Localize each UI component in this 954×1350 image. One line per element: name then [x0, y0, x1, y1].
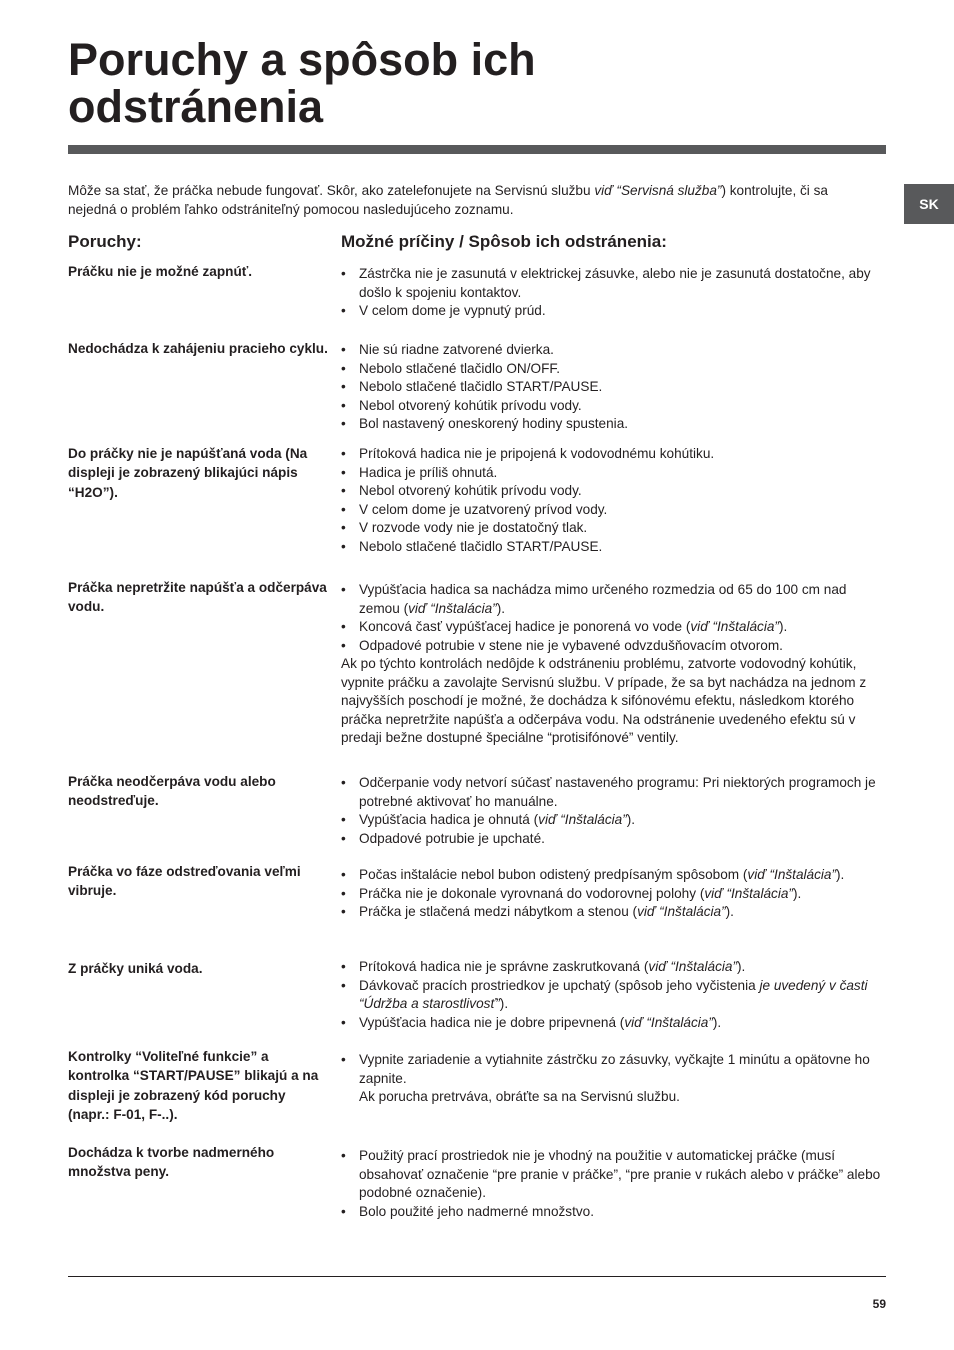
intro-reference: viď “Servisná služba” — [594, 183, 722, 198]
cause-text-end: ). — [626, 812, 636, 827]
cause-text-end: ). — [836, 867, 845, 882]
fault-label: Nedochádza k zahájeniu pracieho cyklu. — [68, 341, 328, 356]
cause-text: Dávkovač pracích prostriedkov je upchatý (spôsob jeho vyčistenia — [359, 977, 760, 993]
cause-reference: je uvedený v časti “Údržba a starostlivosť” — [359, 977, 868, 1011]
page-title-line-1: Poruchy a spôsob ich — [68, 34, 536, 85]
cause-text: Vypúšťacia hadica sa nachádza mimo určeného rozmedzia od 65 do 100 cm nad zemou ( — [359, 582, 847, 616]
cause-item: • Nebolo stlačené tlačidlo START/PAUSE. — [341, 538, 889, 557]
cause-item — [341, 581, 889, 618]
cause-continuation: Ak porucha pretrváva, obráťte sa na Servisnú službu. — [359, 1089, 680, 1104]
fault-label: Z práčky uniká voda. — [68, 961, 203, 976]
cause-text-end: ). — [778, 619, 788, 634]
cause-item: • Odpadové potrubie v stene nie je vybavené odvzdušňovacím otvorom. — [341, 637, 889, 656]
causes-list — [341, 958, 889, 1032]
cause-item: • V rozvode vody nie je dostatočný tlak. — [341, 519, 889, 538]
fault-label: Kontrolky “Voliteľné funkcie” a kontrolka “START/PAUSE” blikajú a na displeji je zobrazený kód poruchy (napr.: F-01, F-..). — [68, 1049, 319, 1122]
cause-text: Vypúšťacia hadica nie je dobre pripevnená ( — [359, 1014, 625, 1030]
cause-reference: viď “Inštalácia” — [747, 867, 836, 882]
cause-item — [341, 618, 889, 637]
cause-text: Vypúšťacia hadica je ohnutá ( — [359, 812, 539, 827]
cause-item: • Zástrčka nie je zasunutá v elektrickej zásuvke, alebo nie je zasunutá dostatočne, aby došlo k spojeniu kontaktov. — [341, 265, 889, 302]
cause-item: • Bolo použité jeho nadmerné množstvo. — [341, 1203, 889, 1222]
cause-item: • Odčerpanie vody netvorí súčasť nastaveného programu: Pri niektorých programoch je potrebné aktivovať ho manuálne. — [341, 774, 889, 811]
cause-note: Ak po týchto kontrolách nedôjde k odstráneniu problému, zatvorte vodovodný kohútik, vypnite práčku a zavolajte Servisnú službu. V prípade, že sa byt nachádza na jednom z najvyšších poschodí je možné, že dochádza k sifónovému efektu, následkom ktorého práčka nepretržite napúšťa a odčerpáva vodu. Na odstránenie uvedeného efektu sú v predaji bežne dostupné špeciálne “protisifónové” ventily. — [341, 656, 867, 745]
cause-item: • Odpadové potrubie je upchaté. — [341, 830, 889, 849]
footer-rule — [68, 1276, 886, 1277]
cause-reference: viď “Inštalácia” — [538, 812, 627, 827]
page-title-line-2: odstránenia — [68, 81, 324, 132]
cause-item — [341, 1014, 889, 1033]
causes-list — [341, 341, 889, 434]
causes-column-header: Možné príčiny / Spôsob ich odstránenia: — [341, 232, 667, 251]
cause-text: Prítoková hadica nie je správne zaskrutkovaná ( — [359, 959, 649, 974]
causes-list — [341, 445, 889, 556]
cause-item: • V celom dome je uzatvorený prívod vody. — [341, 501, 889, 520]
cause-text: Počas inštalácie nebol bubon odistený predpísaným spôsobom ( — [359, 867, 748, 882]
cause-reference: viď “Inštalácia” — [690, 619, 779, 634]
cause-item: • Nie sú riadne zatvorené dvierka. — [341, 341, 889, 360]
cause-item: • Nebol otvorený kohútik prívodu vody. — [341, 397, 889, 416]
cause-item — [341, 866, 889, 885]
intro-text-end: ) kontrolujte, či sa nejedná o problém ľahko odstrániteľný pomocou nasledujúceho zoznamu. — [68, 183, 828, 217]
cause-text: Koncová časť vypúšťacej hadice je ponorená vo vode ( — [359, 619, 691, 634]
cause-reference: viď “Inštalácia” — [637, 904, 726, 919]
causes-list — [341, 1147, 889, 1221]
causes-list — [341, 265, 889, 321]
language-tab: SK — [904, 184, 954, 224]
cause-text-end: ). — [499, 996, 509, 1011]
cause-text: Práčka nie je dokonale vyrovnaná do vodorovnej polohy ( — [359, 885, 705, 901]
causes-list — [341, 1051, 889, 1107]
cause-text-end: ). — [736, 959, 746, 974]
cause-reference: viď “Inštalácia” — [624, 1014, 713, 1030]
causes-list — [341, 866, 889, 922]
cause-item: • V celom dome je vypnutý prúd. — [341, 302, 889, 321]
cause-item: • Použitý prací prostriedok nie je vhodný na použitie v automatickej práčke (musí obsahovať označenie “pre pranie v práčke”, “pre pranie v rukách alebo v práčke” alebo podobné označenie). — [341, 1147, 889, 1203]
fault-label: Práčka nepretržite napúšťa a odčerpáva vodu. — [68, 580, 327, 615]
page-title — [68, 36, 536, 130]
cause-text-end: ). — [712, 1014, 722, 1030]
cause-text-end: ). — [725, 904, 734, 919]
cause-text-end: ). — [496, 600, 505, 616]
cause-item: • Vypnite zariadenie a vytiahnite zástrčku zo zásuvky, vyčkajte 1 minútu a opätovne ho zapnite. — [341, 1051, 889, 1088]
cause-item: • Hadica je príliš ohnutá. — [341, 464, 889, 483]
title-underline-bar — [68, 145, 886, 154]
causes-list — [341, 581, 889, 748]
cause-item: • Nebolo stlačené tlačidlo ON/OFF. — [341, 360, 889, 379]
cause-item — [341, 977, 889, 1014]
cause-item: • Nebol otvorený kohútik prívodu vody. — [341, 482, 889, 501]
cause-item — [341, 885, 889, 904]
fault-label: Do práčky nie je napúšťaná voda (Na displeji je zobrazený blikajúci nápis “H2O”). — [68, 446, 308, 500]
fault-label: Práčku nie je možné zapnúť. — [68, 264, 253, 279]
page-number: 59 — [872, 1297, 886, 1311]
fault-label: Práčka vo fáze odstreďovania veľmi vibruje. — [68, 864, 301, 899]
cause-text: Práčka je stlačená medzi nábytkom a stenou ( — [359, 904, 638, 919]
cause-item: • Bol nastavený oneskorený hodiny spustenia. — [341, 415, 889, 434]
cause-item: • Nebolo stlačené tlačidlo START/PAUSE. — [341, 378, 889, 397]
cause-reference: viď “Inštalácia” — [648, 959, 737, 974]
causes-list — [341, 774, 889, 848]
fault-label: Práčka neodčerpáva vodu alebo neodstreďuje. — [68, 774, 276, 809]
intro-paragraph — [68, 181, 828, 219]
cause-text-end: ). — [792, 885, 802, 901]
cause-item — [341, 958, 889, 977]
faults-column-header: Poruchy: — [68, 232, 142, 251]
cause-item — [341, 811, 889, 830]
cause-reference: viď “Inštalácia” — [704, 885, 793, 901]
fault-label: Dochádza k tvorbe nadmerného množstva peny. — [68, 1145, 275, 1180]
cause-reference: viď “Inštalácia” — [408, 600, 497, 616]
cause-item: • Prítoková hadica nie je pripojená k vodovodnému kohútiku. — [341, 445, 889, 464]
intro-text: Môže sa stať, že práčka nebude fungovať. Skôr, ako zatelefonujete na Servisnú službu — [68, 183, 595, 198]
cause-item — [341, 903, 889, 922]
